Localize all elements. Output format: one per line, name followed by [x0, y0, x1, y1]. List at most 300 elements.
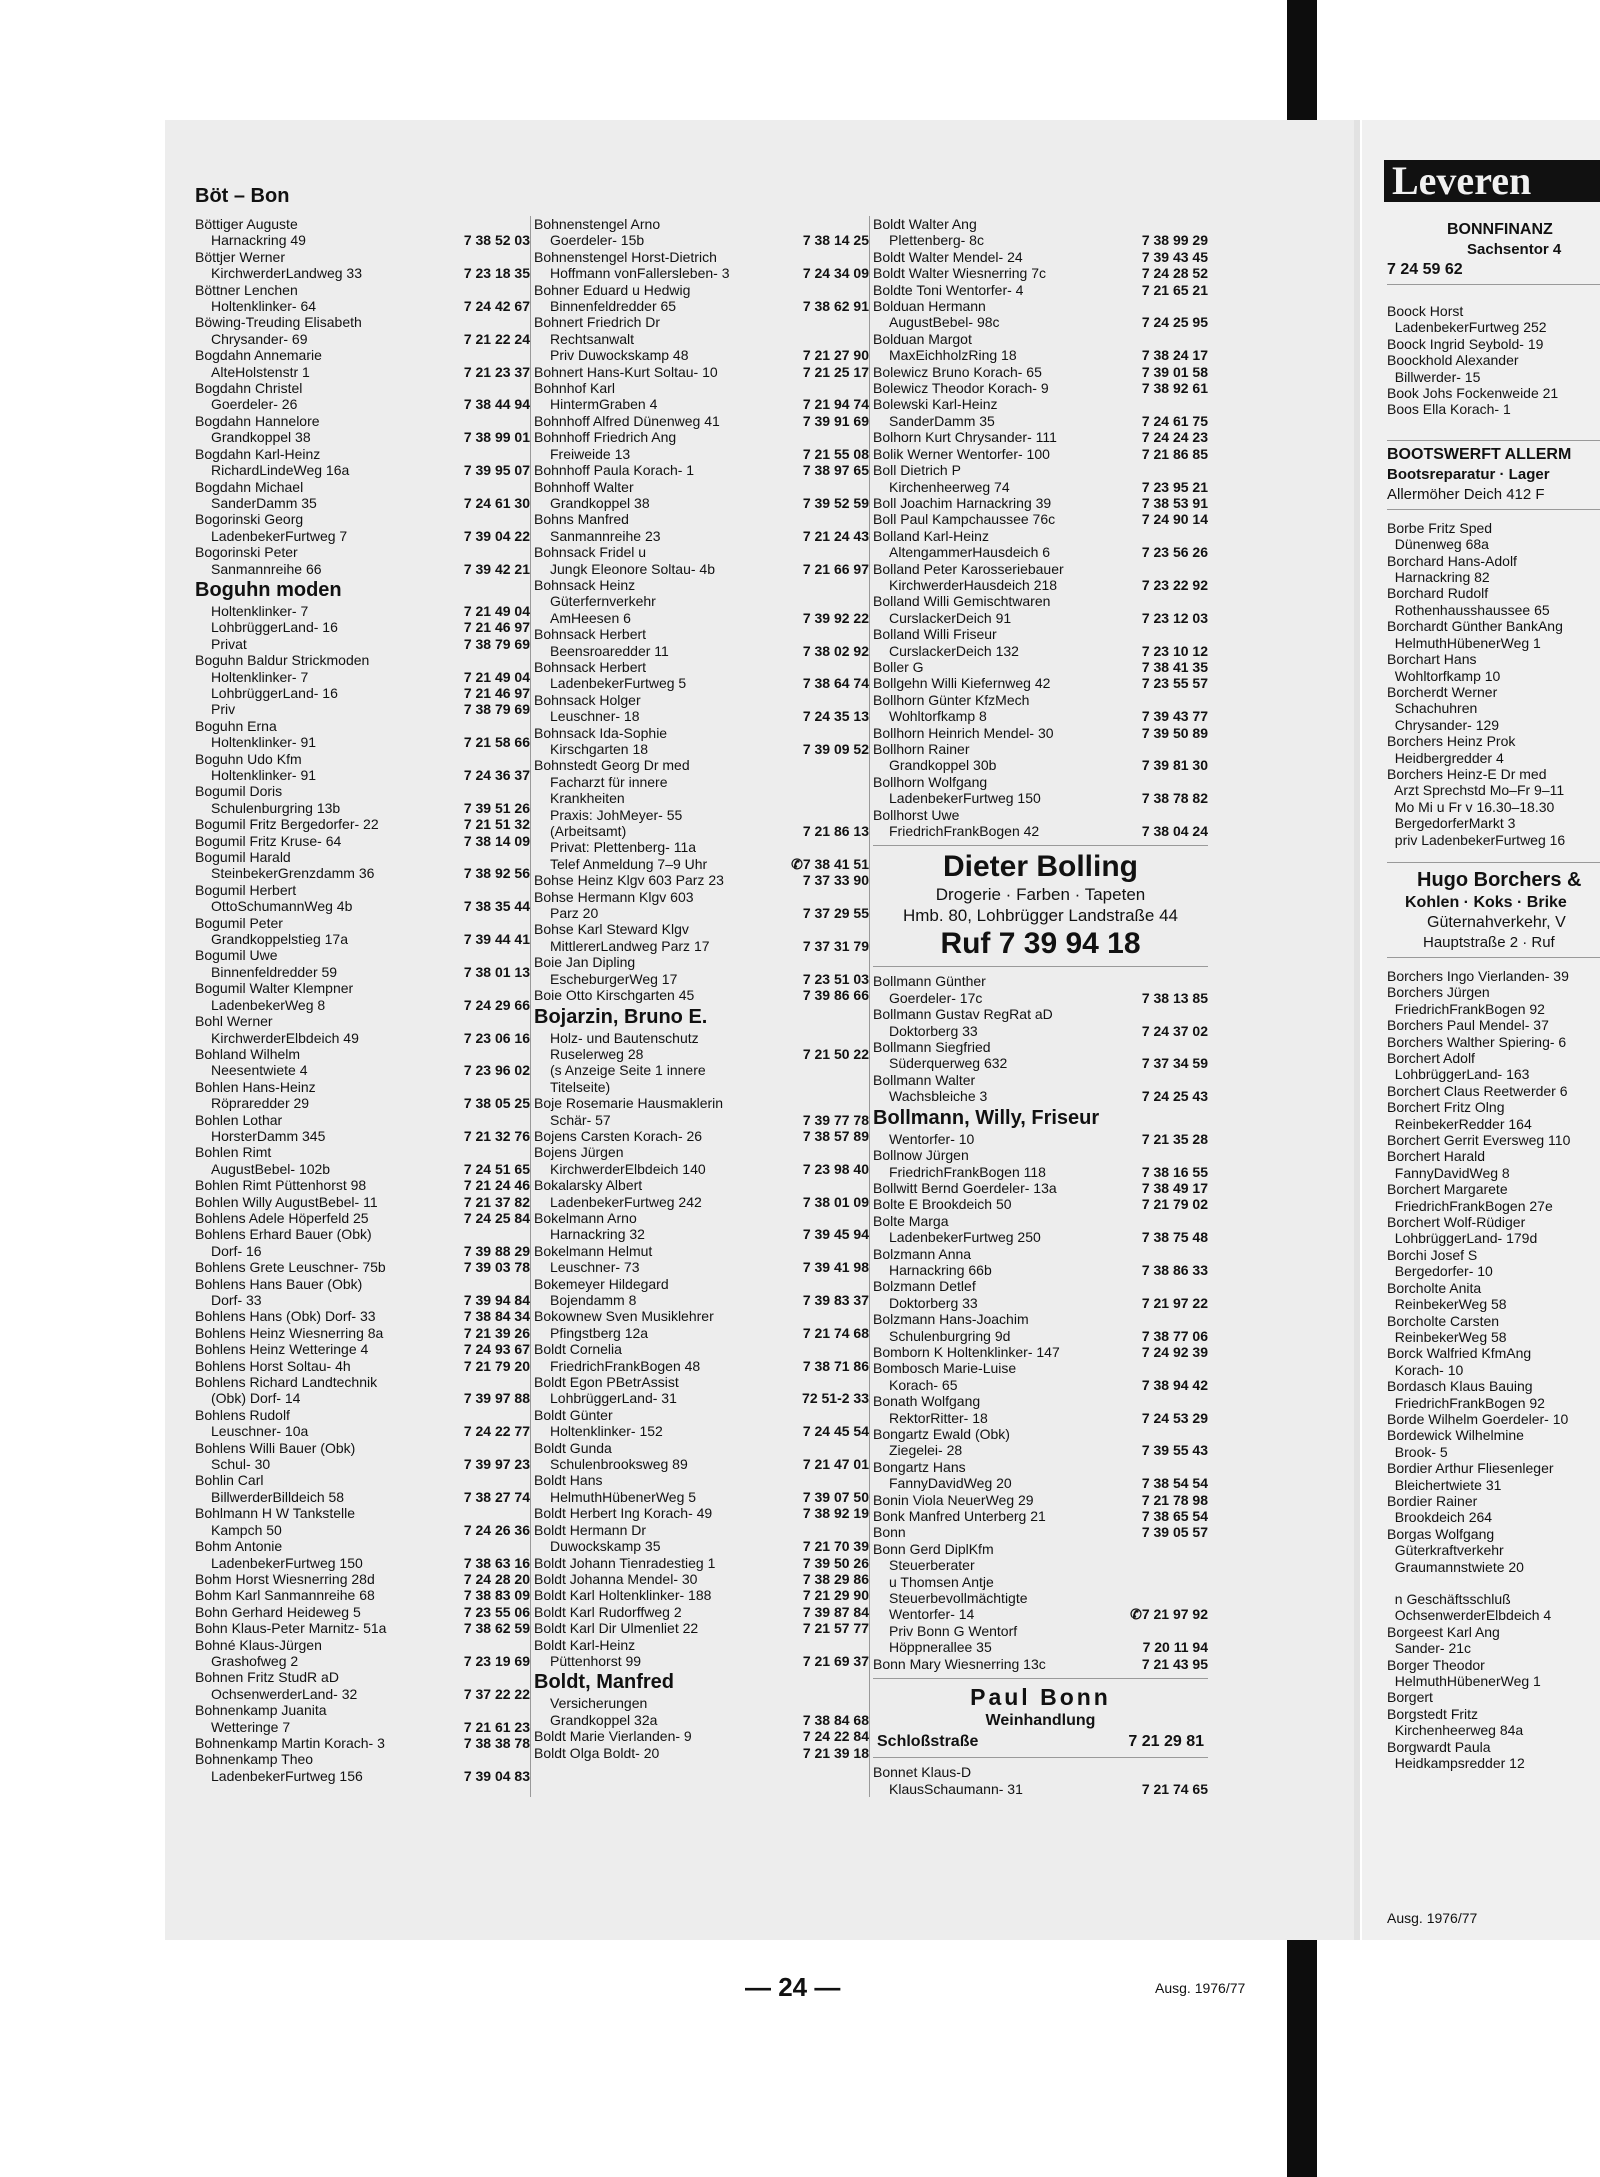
directory-entry — [534, 971, 869, 987]
phone-number: 7 24 34 09 — [802, 265, 869, 282]
listing-detail: Höppnerallee 35 — [889, 1639, 992, 1656]
listing-detail: KirchwerderElbdeich 49 — [211, 1029, 359, 1046]
listing-name: Boldt Cornelia — [534, 1341, 622, 1358]
listing-detail: Holtenklinker- 91 — [211, 734, 317, 751]
directory-entry — [195, 767, 530, 783]
logo-banner: Leveren — [1384, 160, 1600, 202]
listing-detail: FriedrichFrankBogen 118 — [889, 1163, 1046, 1180]
phone-number: 7 24 29 66 — [463, 996, 530, 1013]
phone-number: 7 39 81 30 — [1141, 757, 1208, 774]
directory-entry: Graumannstwiete 20 — [1387, 1558, 1524, 1575]
directory-entry — [534, 1571, 869, 1587]
directory-entry — [873, 1492, 1208, 1508]
phone-number: 7 21 57 77 — [802, 1620, 869, 1637]
listing-detail: Rechtsanwalt — [550, 330, 635, 347]
directory-entry: Borchert Margarete — [1387, 1181, 1508, 1198]
phone-number: 7 39 86 66 — [802, 987, 869, 1004]
listing-detail: Doktorberg 33 — [889, 1294, 978, 1311]
directory-entry — [873, 577, 1208, 593]
directory-entry — [534, 1407, 869, 1423]
listing-detail: Krankheiten — [550, 790, 625, 807]
directory-entry — [534, 1079, 869, 1095]
listing-detail: KirchwerderLandweg 33 — [211, 265, 362, 282]
listing-name: Bohnhof Karl — [534, 380, 615, 397]
directory-entry — [195, 1226, 530, 1242]
phone-number: ✆7 38 41 51 — [791, 855, 869, 872]
directory-entry — [534, 479, 869, 495]
listing-detail: Schulenbrooksweg 89 — [550, 1456, 688, 1473]
listing-detail: LadenbekerFurtweg 5 — [550, 675, 687, 692]
directory-entry — [873, 1196, 1208, 1212]
directory-entry — [873, 216, 1208, 232]
listing-detail: MittlererLandweg Parz 17 — [550, 937, 710, 954]
phone-number: 7 24 22 77 — [463, 1423, 530, 1440]
listing-name: Boguhn Erna — [195, 717, 277, 734]
listing-detail: CurslackerDeich 91 — [889, 609, 1012, 626]
listing-detail: Hoffmann vonFallersleben- 3 — [550, 265, 730, 282]
directory-entry — [873, 1426, 1208, 1442]
directory-entry — [873, 823, 1208, 839]
directory-entry — [534, 839, 869, 855]
directory-entry — [873, 692, 1208, 708]
listing-name: Bohnenkamp Martin Korach- 3 — [195, 1734, 385, 1751]
listing-detail: Binnenfeldredder 59 — [211, 963, 338, 980]
bold-listing-name — [873, 1105, 1208, 1131]
phone-number: 7 39 94 84 — [463, 1292, 530, 1308]
phone-number: 7 39 43 77 — [1141, 708, 1208, 725]
listing-detail: Chrysander- 69 — [211, 330, 308, 347]
phone-number: 7 24 93 67 — [463, 1341, 530, 1358]
phone-number: 7 24 90 14 — [1141, 511, 1208, 528]
directory-entry — [873, 232, 1208, 248]
phone-number: 7 21 46 97 — [463, 684, 530, 701]
phone-number: ✆7 21 97 92 — [1130, 1606, 1208, 1623]
phone-number: 7 38 63 16 — [463, 1554, 530, 1571]
listing-detail: BillwerderBilldeich 58 — [211, 1488, 345, 1505]
listing-name: Bohlens Richard Landtechnik — [195, 1374, 378, 1391]
directory-entry — [873, 1023, 1208, 1039]
listing-name: Bolzmann Hans-Joachim — [873, 1311, 1029, 1328]
phone-number: 7 24 35 13 — [802, 708, 869, 725]
listing-name: Boldt Karl-Heinz — [534, 1636, 636, 1653]
directory-entry: Rothenhausshaussee 65 — [1387, 601, 1550, 618]
phone-number: 7 24 61 75 — [1141, 412, 1208, 429]
directory-entry — [534, 1489, 869, 1505]
directory-entry — [195, 298, 530, 314]
directory-entry — [195, 1259, 530, 1275]
listing-detail: KirchwerderHausdeich 218 — [889, 576, 1058, 593]
directory-entry — [195, 898, 530, 914]
ad-title: Hugo Borchers & — [1417, 868, 1582, 891]
ad-paul-bonn — [873, 1678, 1208, 1758]
directory-entry — [195, 751, 530, 767]
directory-entry — [195, 669, 530, 685]
directory-entry — [873, 610, 1208, 626]
listing-detail: Bojendamm 8 — [550, 1292, 637, 1308]
phone-number: 7 21 24 46 — [463, 1177, 530, 1194]
directory-entry — [873, 1656, 1208, 1672]
listing-detail: Privat — [211, 635, 247, 652]
directory-entry — [195, 865, 530, 881]
directory-entry — [195, 314, 530, 330]
listing-detail: Grandkoppel 38 — [211, 429, 311, 446]
listing-detail: Freiweide 13 — [550, 445, 631, 462]
phone-number: 7 38 62 59 — [463, 1620, 530, 1637]
directory-entry: HelmuthHübenerWeg 1 — [1387, 1673, 1541, 1690]
phone-number: 7 38 75 48 — [1141, 1229, 1208, 1246]
listing-name: Bokelmann Helmut — [534, 1242, 653, 1259]
directory-entry: Bergedorfer- 10 — [1387, 1263, 1493, 1280]
phone-number: 7 21 79 20 — [463, 1357, 530, 1374]
phone-number: 7 23 06 16 — [463, 1029, 530, 1046]
directory-entry — [195, 1719, 530, 1735]
phone-number: 7 38 27 74 — [463, 1488, 530, 1505]
directory-entry — [195, 1571, 530, 1587]
phone-number: 7 39 52 59 — [802, 494, 869, 511]
phone-number: 7 24 42 67 — [463, 298, 530, 315]
listing-name: Boje Rosemarie Hausmaklerin — [534, 1095, 724, 1112]
listing-name: Bohlens Erhard Bauer (Obk) — [195, 1226, 372, 1243]
phone-number: 7 21 35 28 — [1141, 1130, 1208, 1147]
listing-name: Bohl Werner — [195, 1013, 273, 1030]
directory-entry — [873, 1623, 1208, 1639]
phone-number: 7 39 04 22 — [463, 527, 530, 544]
directory-entry — [195, 1210, 530, 1226]
listing-name: Boldt Johanna Mendel- 30 — [534, 1570, 698, 1587]
right-list-3 — [1387, 968, 1600, 1772]
ad-line: Kohlen · Koks · Brike — [1405, 893, 1567, 911]
directory-entry — [534, 413, 869, 429]
phone-number: 7 38 83 09 — [463, 1587, 530, 1604]
directory-entry — [195, 1062, 530, 1078]
listing-name: Bohlin Carl — [195, 1472, 264, 1489]
listing-detail: Wohltorfkamp 8 — [889, 708, 987, 725]
directory-entry: Heidkampsredder 12 — [1387, 1755, 1525, 1772]
directory-entry — [534, 1538, 869, 1554]
directory-entry — [195, 1669, 530, 1685]
directory-entry — [195, 652, 530, 668]
phone-number: 7 39 55 43 — [1141, 1442, 1208, 1459]
phone-number: 7 38 04 24 — [1141, 823, 1208, 840]
phone-number: 7 21 39 26 — [463, 1324, 530, 1341]
phone-number: 7 21 51 32 — [463, 816, 530, 833]
directory-entry: Mo Mi u Fr v 16.30–18.30 — [1387, 798, 1555, 815]
listing-name: Bolik Werner Wentorfer- 100 — [873, 445, 1050, 462]
directory-entry — [195, 1358, 530, 1374]
listing-detail: Leuschner- 10a — [211, 1423, 309, 1440]
directory-entry — [534, 1587, 869, 1603]
directory-entry: Boockhold Alexander — [1387, 352, 1519, 369]
listing-detail: Goerdeler- 26 — [211, 396, 298, 413]
directory-entry: Borchert Harald — [1387, 1148, 1486, 1165]
phone-number: 7 38 14 25 — [802, 232, 869, 249]
listing-detail: Priv Duwockskamp 48 — [550, 347, 689, 364]
directory-entry — [195, 718, 530, 734]
directory-entry: Harnackring 82 — [1387, 569, 1490, 586]
listing-name: Bogumil Uwe — [195, 947, 278, 964]
directory-entry — [534, 282, 869, 298]
directory-entry — [873, 1213, 1208, 1229]
directory-entry: LohbrüggerLand- 179d — [1387, 1230, 1538, 1247]
listing-name: Bohlens Heinz Wiesnerring 8a — [195, 1324, 384, 1341]
directory-entry — [195, 1456, 530, 1472]
listing-detail: KlausSchaumann- 31 — [889, 1780, 1023, 1797]
listing-detail: HorsterDamm 345 — [211, 1127, 326, 1144]
column-1 — [195, 216, 530, 1797]
directory-entry — [195, 282, 530, 298]
listing-name: Bohlen Willy AugustBebel- 11 — [195, 1193, 378, 1210]
directory-entry: Borcherdt Werner — [1387, 683, 1498, 700]
directory-entry — [873, 462, 1208, 478]
directory-entry — [534, 593, 869, 609]
ad-phone: Ruf 7 39 94 18 — [940, 927, 1141, 961]
listing-name: Bohné Klaus-Jürgen — [195, 1636, 322, 1653]
directory-entry — [534, 462, 869, 478]
directory-entry — [195, 1341, 530, 1357]
listing-name: Bongartz Ewald (Obk) — [873, 1426, 1010, 1442]
directory-entry — [534, 807, 869, 823]
phone-number: 7 39 50 26 — [802, 1554, 869, 1571]
listing-name: Bolewicz Bruno Korach- 65 — [873, 363, 1042, 380]
directory-entry — [195, 1276, 530, 1292]
listing-detail: Beensroaredder 11 — [550, 642, 669, 659]
listing-name: Boguhn Udo Kfm — [195, 750, 302, 767]
directory-entry — [534, 495, 869, 511]
directory-entry — [195, 1587, 530, 1603]
listing-detail: Praxis: JohMeyer- 55 — [550, 806, 683, 823]
phone-number: 7 38 65 54 — [1141, 1508, 1208, 1525]
listing-detail: Dorf- 16 — [211, 1242, 262, 1259]
listing-detail: Leuschner- 18 — [550, 708, 640, 725]
directory-entry — [873, 282, 1208, 298]
column-3a — [873, 216, 1208, 839]
directory-entry — [534, 577, 869, 593]
directory-entry — [534, 347, 869, 363]
listing-detail: SteinbekerGrenzdamm 36 — [211, 865, 375, 882]
directory-entry — [534, 1522, 869, 1538]
phone-number: 7 38 49 17 — [1141, 1179, 1208, 1196]
directory-entry — [873, 1088, 1208, 1104]
directory-entry: Arzt Sprechstd Mo–Fr 9–11 — [1387, 782, 1565, 799]
phone-number: 7 21 22 24 — [463, 330, 530, 347]
directory-page — [165, 120, 1360, 2002]
directory-entry — [534, 1604, 869, 1620]
listing-detail: Doktorberg 33 — [889, 1022, 978, 1039]
listing-detail: EscheburgerWeg 17 — [550, 970, 678, 987]
directory-entry: n Geschäftsschluß — [1387, 1591, 1511, 1607]
ad-phone: 7 21 29 81 — [1128, 1733, 1204, 1751]
phone-number: 7 37 31 79 — [802, 937, 869, 954]
directory-entry — [195, 1686, 530, 1702]
listing-name: Bogdahn Annemarie — [195, 347, 322, 364]
listing-name: Bogumil Herbert — [195, 881, 297, 898]
directory-entry — [195, 561, 530, 577]
directory-entry: Bleichertwiete 31 — [1387, 1476, 1502, 1493]
directory-entry: Billwerder- 15 — [1387, 368, 1481, 385]
directory-entry — [195, 1079, 530, 1095]
listing-name: Bohlen Hans-Heinz — [195, 1078, 316, 1095]
phone-number: 7 38 35 44 — [463, 898, 530, 915]
listing-name: Bonin Viola NeuerWeg 29 — [873, 1491, 1034, 1508]
directory-entry: ReinbekerWeg 58 — [1387, 1296, 1507, 1313]
directory-entry — [534, 511, 869, 527]
phone-number: 7 39 01 58 — [1141, 363, 1208, 380]
phone-number: 7 24 53 29 — [1141, 1409, 1208, 1426]
listing-name: Boguhn moden — [195, 578, 342, 601]
directory-entry — [873, 1147, 1208, 1163]
listing-name: Bohlen Rimt — [195, 1144, 272, 1161]
directory-entry — [873, 1039, 1208, 1055]
phone-number: 72 51-2 33 — [802, 1390, 869, 1407]
ad-line: Drogerie · Farben · Tapeten — [935, 885, 1146, 905]
phone-number: 7 38 01 09 — [802, 1193, 869, 1210]
directory-entry — [534, 1194, 869, 1210]
directory-entry — [534, 380, 869, 396]
directory-entry — [873, 1459, 1208, 1475]
directory-entry — [873, 1541, 1208, 1557]
phone-number: 7 21 47 01 — [802, 1456, 869, 1473]
listing-name: Boll Joachim Harnackring 39 — [873, 494, 1052, 511]
phone-number: 7 24 61 30 — [463, 494, 530, 511]
ad-address: Hmb. 80, Lohbrügger Landstraße 44 — [902, 906, 1178, 926]
listing-name: Bohland Wilhelm — [195, 1045, 301, 1062]
directory-entry: Heidbergredder 4 — [1387, 749, 1504, 766]
directory-entry — [195, 1423, 530, 1439]
phone-number: 7 38 02 92 — [802, 642, 869, 659]
directory-entry — [873, 364, 1208, 380]
directory-entry — [534, 954, 869, 970]
directory-entry — [195, 1194, 530, 1210]
phone-number: 7 21 29 90 — [802, 1587, 869, 1604]
directory-entry: Borgstedt Fritz — [1387, 1705, 1479, 1722]
directory-entry — [534, 561, 869, 577]
ad-dieter-bolling — [873, 845, 1208, 967]
bold-listing-name — [195, 577, 530, 603]
phone-number: 7 38 77 06 — [1141, 1327, 1208, 1344]
directory-entry — [873, 1393, 1208, 1409]
directory-entry — [873, 626, 1208, 642]
phone-number: 7 23 51 03 — [802, 970, 869, 987]
listing-detail: Leuschner- 73 — [550, 1259, 640, 1276]
directory-entry — [534, 1620, 869, 1636]
listing-name: Bogumil Fritz Bergedorfer- 22 — [195, 816, 379, 833]
directory-entry — [873, 1442, 1208, 1458]
listing-name: Bollmann Walter — [873, 1071, 976, 1088]
listing-detail: Süderquerweg 632 — [889, 1055, 1008, 1072]
column-3 — [869, 216, 1208, 1797]
listing-detail: Wetteringe 7 — [211, 1718, 291, 1735]
directory-entry: Borcholte Anita — [1387, 1279, 1482, 1296]
phone-number: 7 38 62 91 — [802, 298, 869, 315]
listing-detail: Plettenberg- 8c — [889, 232, 984, 249]
directory-entry — [873, 1764, 1208, 1780]
listing-detail: Priv Bonn G Wentorf — [889, 1622, 1018, 1639]
directory-entry — [534, 1062, 869, 1078]
directory-entry — [534, 921, 869, 937]
phone-number: 7 24 92 39 — [1141, 1343, 1208, 1360]
listing-detail: Wachsbleiche 3 — [889, 1088, 988, 1105]
listing-name: Boldt Walter Ang — [873, 216, 977, 232]
phone-number: 7 39 51 26 — [463, 799, 530, 816]
directory-entry: Borchard Rudolf — [1387, 585, 1489, 602]
directory-entry — [195, 1030, 530, 1046]
listing-detail: Kirschgarten 18 — [550, 741, 649, 757]
directory-entry: ReinbekerRedder 164 — [1387, 1115, 1532, 1132]
listing-name: Bollmann, Willy, Friseur — [873, 1106, 1100, 1129]
directory-entry: ReinbekerWeg 58 — [1387, 1328, 1507, 1345]
listing-detail: Röpraredder 29 — [211, 1095, 310, 1112]
listing-name: Bonn Mary Wiesnerring 13c — [873, 1655, 1046, 1672]
listing-detail: HelmuthHübenerWeg 5 — [550, 1488, 697, 1505]
directory-entry — [195, 685, 530, 701]
directory-entry — [534, 216, 869, 232]
directory-entry — [195, 931, 530, 947]
directory-entry — [873, 1524, 1208, 1540]
phone-number: 7 39 97 23 — [463, 1456, 530, 1473]
listing-name: Bollhorn Heinrich Mendel- 30 — [873, 724, 1054, 741]
directory-entry: FriedrichFrankBogen 92 — [1387, 1394, 1545, 1411]
listing-name: Bolewicz Theodor Korach- 9 — [873, 380, 1049, 397]
directory-entry — [195, 734, 530, 750]
listing-detail: SanderDamm 35 — [889, 412, 995, 429]
listing-detail: Dorf- 33 — [211, 1292, 262, 1308]
listing-name: Bolhorn Kurt Chrysander- 111 — [873, 429, 1057, 446]
listing-name: Bogorinski Georg — [195, 511, 304, 528]
listing-detail: Grandkoppel 38 — [550, 494, 650, 511]
directory-entry: HelmuthHübenerWeg 1 — [1387, 634, 1541, 651]
listing-detail: Schulenburgring 13b — [211, 799, 341, 816]
listing-name: Bogorinski Peter — [195, 544, 298, 561]
directory-entry — [195, 833, 530, 849]
directory-entry — [873, 757, 1208, 773]
directory-entry — [873, 1590, 1208, 1606]
directory-entry: Chrysander- 129 — [1387, 716, 1500, 733]
directory-entry — [873, 1410, 1208, 1426]
listing-name: Boll Paul Kampchaussee 76c — [873, 511, 1056, 528]
phone-number: 7 38 86 33 — [1141, 1261, 1208, 1278]
phone-number: 7 21 94 74 — [802, 396, 869, 413]
phone-number: 7 21 32 76 — [463, 1127, 530, 1144]
listing-name: Bohm Karl Sanmannreihe 68 — [195, 1587, 375, 1604]
directory-entry — [534, 1095, 869, 1111]
directory-entry — [195, 636, 530, 652]
directory-entry — [195, 544, 530, 560]
listing-name: Bomborn K Holtenklinker- 147 — [873, 1343, 1060, 1360]
listing-detail: OttoSchumannWeg 4b — [211, 898, 353, 915]
edition-label: Ausg. 1976/77 — [1387, 1910, 1478, 1926]
directory-entry — [534, 610, 869, 626]
phone-number: 7 24 37 02 — [1141, 1022, 1208, 1039]
directory-entry — [195, 1390, 530, 1406]
directory-entry: Borbe Fritz Sped — [1387, 519, 1493, 536]
listing-detail: Schär- 57 — [550, 1111, 611, 1128]
listing-name: Bokemeyer Hildegard — [534, 1275, 669, 1292]
directory-entry — [873, 265, 1208, 281]
directory-entry — [195, 1374, 530, 1390]
directory-entry — [534, 987, 869, 1003]
listing-name: Bollwitt Bernd Goerdeler- 13a — [873, 1179, 1057, 1196]
phone-number: 7 38 38 78 — [463, 1734, 530, 1751]
directory-entry — [195, 1505, 530, 1521]
listing-detail: AmHeesen 6 — [550, 609, 631, 626]
listing-detail: FriedrichFrankBogen 42 — [889, 823, 1040, 840]
directory-entry — [534, 446, 869, 462]
directory-entry — [873, 643, 1208, 659]
listing-name: Bohnhoff Walter — [534, 478, 634, 495]
listing-detail: FriedrichFrankBogen 48 — [550, 1357, 701, 1374]
listing-detail: Harnackring 66b — [889, 1261, 992, 1278]
directory-entry — [195, 1489, 530, 1505]
